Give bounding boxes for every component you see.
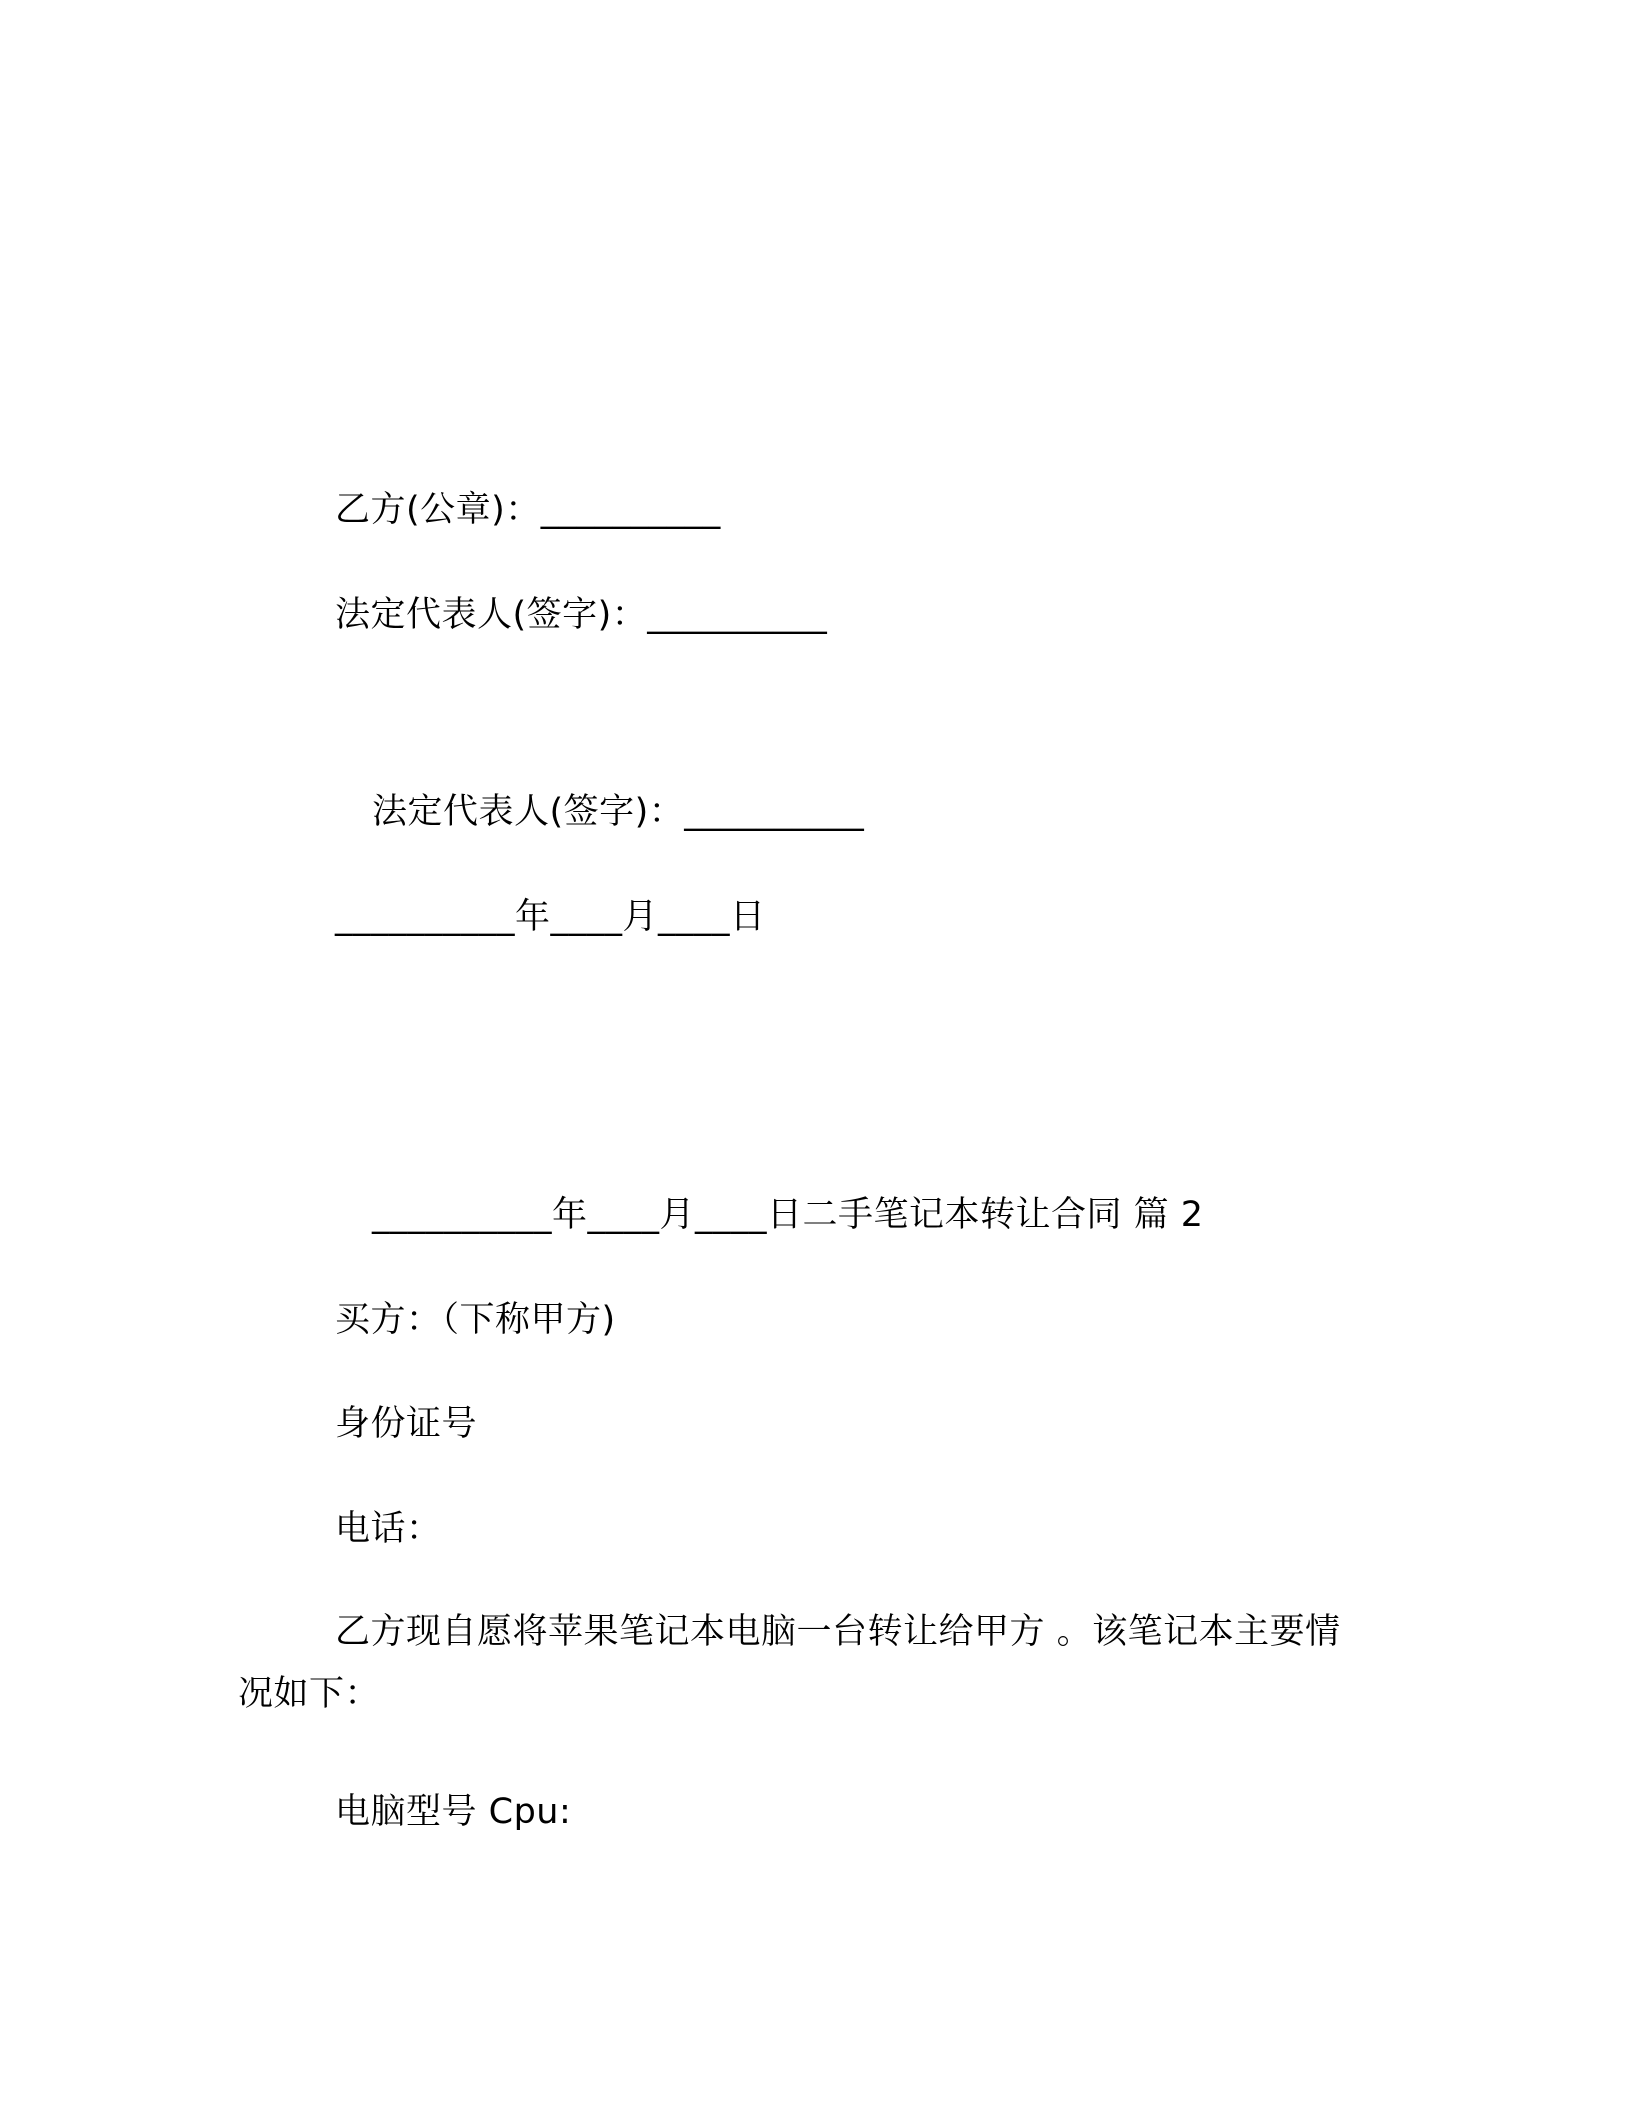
- model-cpu-line: 电脑型号 Cpu:: [335, 1792, 572, 1832]
- party-b-seal-line: 乙方(公章)：__________: [335, 490, 721, 530]
- id-number-line: 身份证号: [335, 1404, 478, 1444]
- legal-rep-signature-line-2: 法定代表人(签字)：__________: [372, 792, 865, 832]
- signature-date-line: __________年____月____日: [335, 897, 766, 937]
- intro-paragraph-line-2: 况如下：: [238, 1674, 381, 1714]
- legal-rep-signature-line-1: 法定代表人(签字)：__________: [335, 595, 828, 635]
- phone-line: 电话：: [335, 1509, 442, 1549]
- intro-paragraph-line-1: 乙方现自愿将苹果笔记本电脑一台转让给甲方 。该笔记本主要情: [335, 1612, 1341, 1652]
- section-2-heading: __________年____月____日二手笔记本转让合同 篇 2: [372, 1195, 1204, 1235]
- buyer-line: 买方：（下称甲方): [335, 1300, 616, 1340]
